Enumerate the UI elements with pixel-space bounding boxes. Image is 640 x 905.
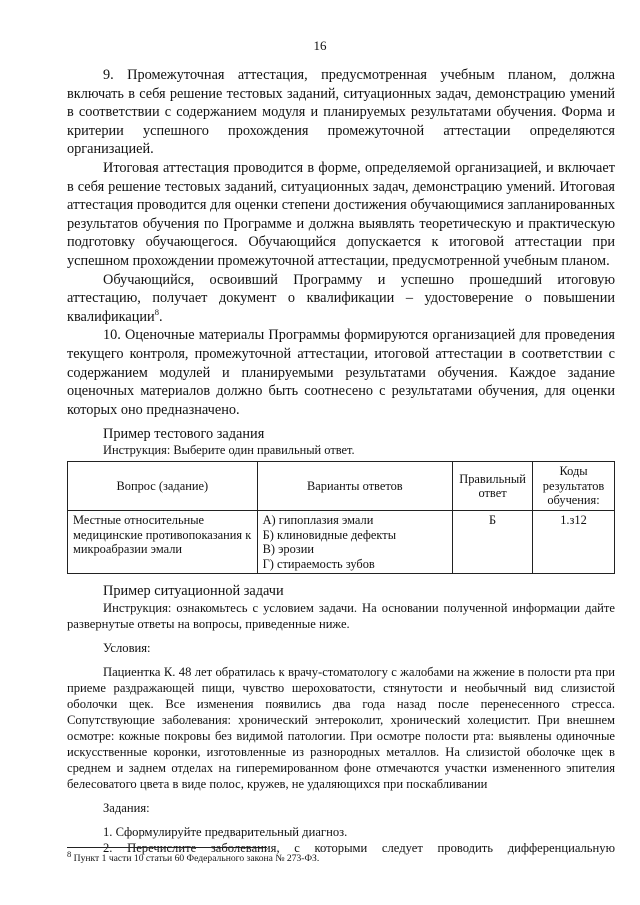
paragraph-qualification-document <box>67 271 615 327</box>
situational-heading: Пример ситуационной задачи <box>103 583 284 600</box>
page-body <box>67 66 615 856</box>
test-example-table <box>67 461 615 574</box>
task-item: 1. Сформулируйте предварительный диагноз. <box>103 825 348 840</box>
tasks-label: Задания: <box>103 801 150 816</box>
footnote-mark: 8 <box>67 848 72 859</box>
conditions-label: Условия: <box>103 641 151 656</box>
test-example-heading: Пример тестового задания <box>103 426 265 443</box>
option-c: В) эрозии <box>262 542 314 557</box>
option-a: А) гипоплазия эмали <box>262 513 374 528</box>
option-d: Г) стираемость зубов <box>262 556 375 571</box>
header-question: Вопрос (задание) <box>68 462 258 511</box>
table-header-row <box>68 462 615 511</box>
cell-correct: Б <box>453 511 533 574</box>
footnote <box>67 848 320 864</box>
conditions-text: Пациентка К. 48 лет обратилась к врачу-стоматологу с жалобами на жжение в полости рта при приеме раздражающей пищи, чувство шероховатости, стянутости и необычный вид слизистой оболочки щек. Все изменения появились два года назад после перенесенного стресса. Сопутствующие заболевания: хронический энтероколит, хронический холецистит. При внешнем осмотре: кожные покровы без видимой патологии. При осмотре полости рта: выявлены одиночные искусственные коронки, изготовленные из разнородных металлов. На слизистой оболочке щек в среднем и заднем отделах на гиперемированном фоне отмечаются участки измененного эпителия белесоватого цвета в виде полос, кружев, не удаляющихся при поскабливании <box>67 665 615 792</box>
cell-options <box>257 511 452 574</box>
paragraph-final-attestation: Итоговая аттестация проводится в форме, определяемой организацией, и включает в себя решение тестовых заданий, ситуационных задач, демонстрацию умений. Итоговая аттестация проводится для оценки степени достижения обучающимися запланированных результатов обучения по Программе и должна выявлять теоретическую и практическую подготовку обучающегося. Обучающийся допускается к итоговой аттестации при успешном прохождении промежуточной аттестации, предусмотренной учебным планом. <box>67 159 615 269</box>
cell-code: 1.з12 <box>533 511 615 574</box>
paragraph-qualification-text: Обучающийся, освоивший Программу и успешно прошедший итоговую аттестацию, получает документ о квалификации – удостоверение о повышении квалификации <box>67 271 615 325</box>
page-number: 16 <box>313 38 327 53</box>
task-item: 2. Перечислите заболевания, с которыми следует проводить дифференциальную <box>103 841 615 856</box>
header-codes: Коды результатов обучения: <box>533 462 615 511</box>
cell-question: Местные относительные медицинские противопоказания к микроабразии эмали <box>68 511 258 574</box>
header-correct: Правильный ответ <box>453 462 533 511</box>
header-options: Варианты ответов <box>257 462 452 511</box>
situational-instruction: Инструкция: ознакомьтесь с условием задачи. На основании полученной информации дайте развернутые ответы на вопросы, приведенные ниже. <box>67 601 615 632</box>
footnote-divider <box>67 847 267 848</box>
paragraph-qualification-end: . <box>158 308 163 325</box>
footnote-text: Пункт 1 части 10 статьи 60 Федерального закона № 273-ФЗ. <box>71 853 320 864</box>
paragraph-intermediate-attestation: 9. Промежуточная аттестация, предусмотренная учебным планом, должна включать в себя решение тестовых заданий, ситуационных задач, демонстрацию умений в соответствии с содержанием модуля и планируемых результатами обучения. Форма и критерии успешного прохождения промежуточной аттестации определяются организацией. <box>67 67 615 158</box>
option-b: Б) клиновидные дефекты <box>262 527 397 542</box>
paragraph-assessment-materials: 10. Оценочные материалы Программы формируются организацией для проведения текущего контроля, промежуточной аттестации, итоговой аттестации в соответствии с содержанием модулей и планируемыми результатами обучения. Каждое задание оценочных материалов должно быть соотнесено с результатами обучения, для оценки которых оно предназначено. <box>67 327 615 418</box>
test-example-instruction: Инструкция: Выберите один правильный ответ. <box>103 443 355 458</box>
table-row <box>68 511 615 574</box>
footnote-reference[interactable]: 8 <box>154 306 159 317</box>
